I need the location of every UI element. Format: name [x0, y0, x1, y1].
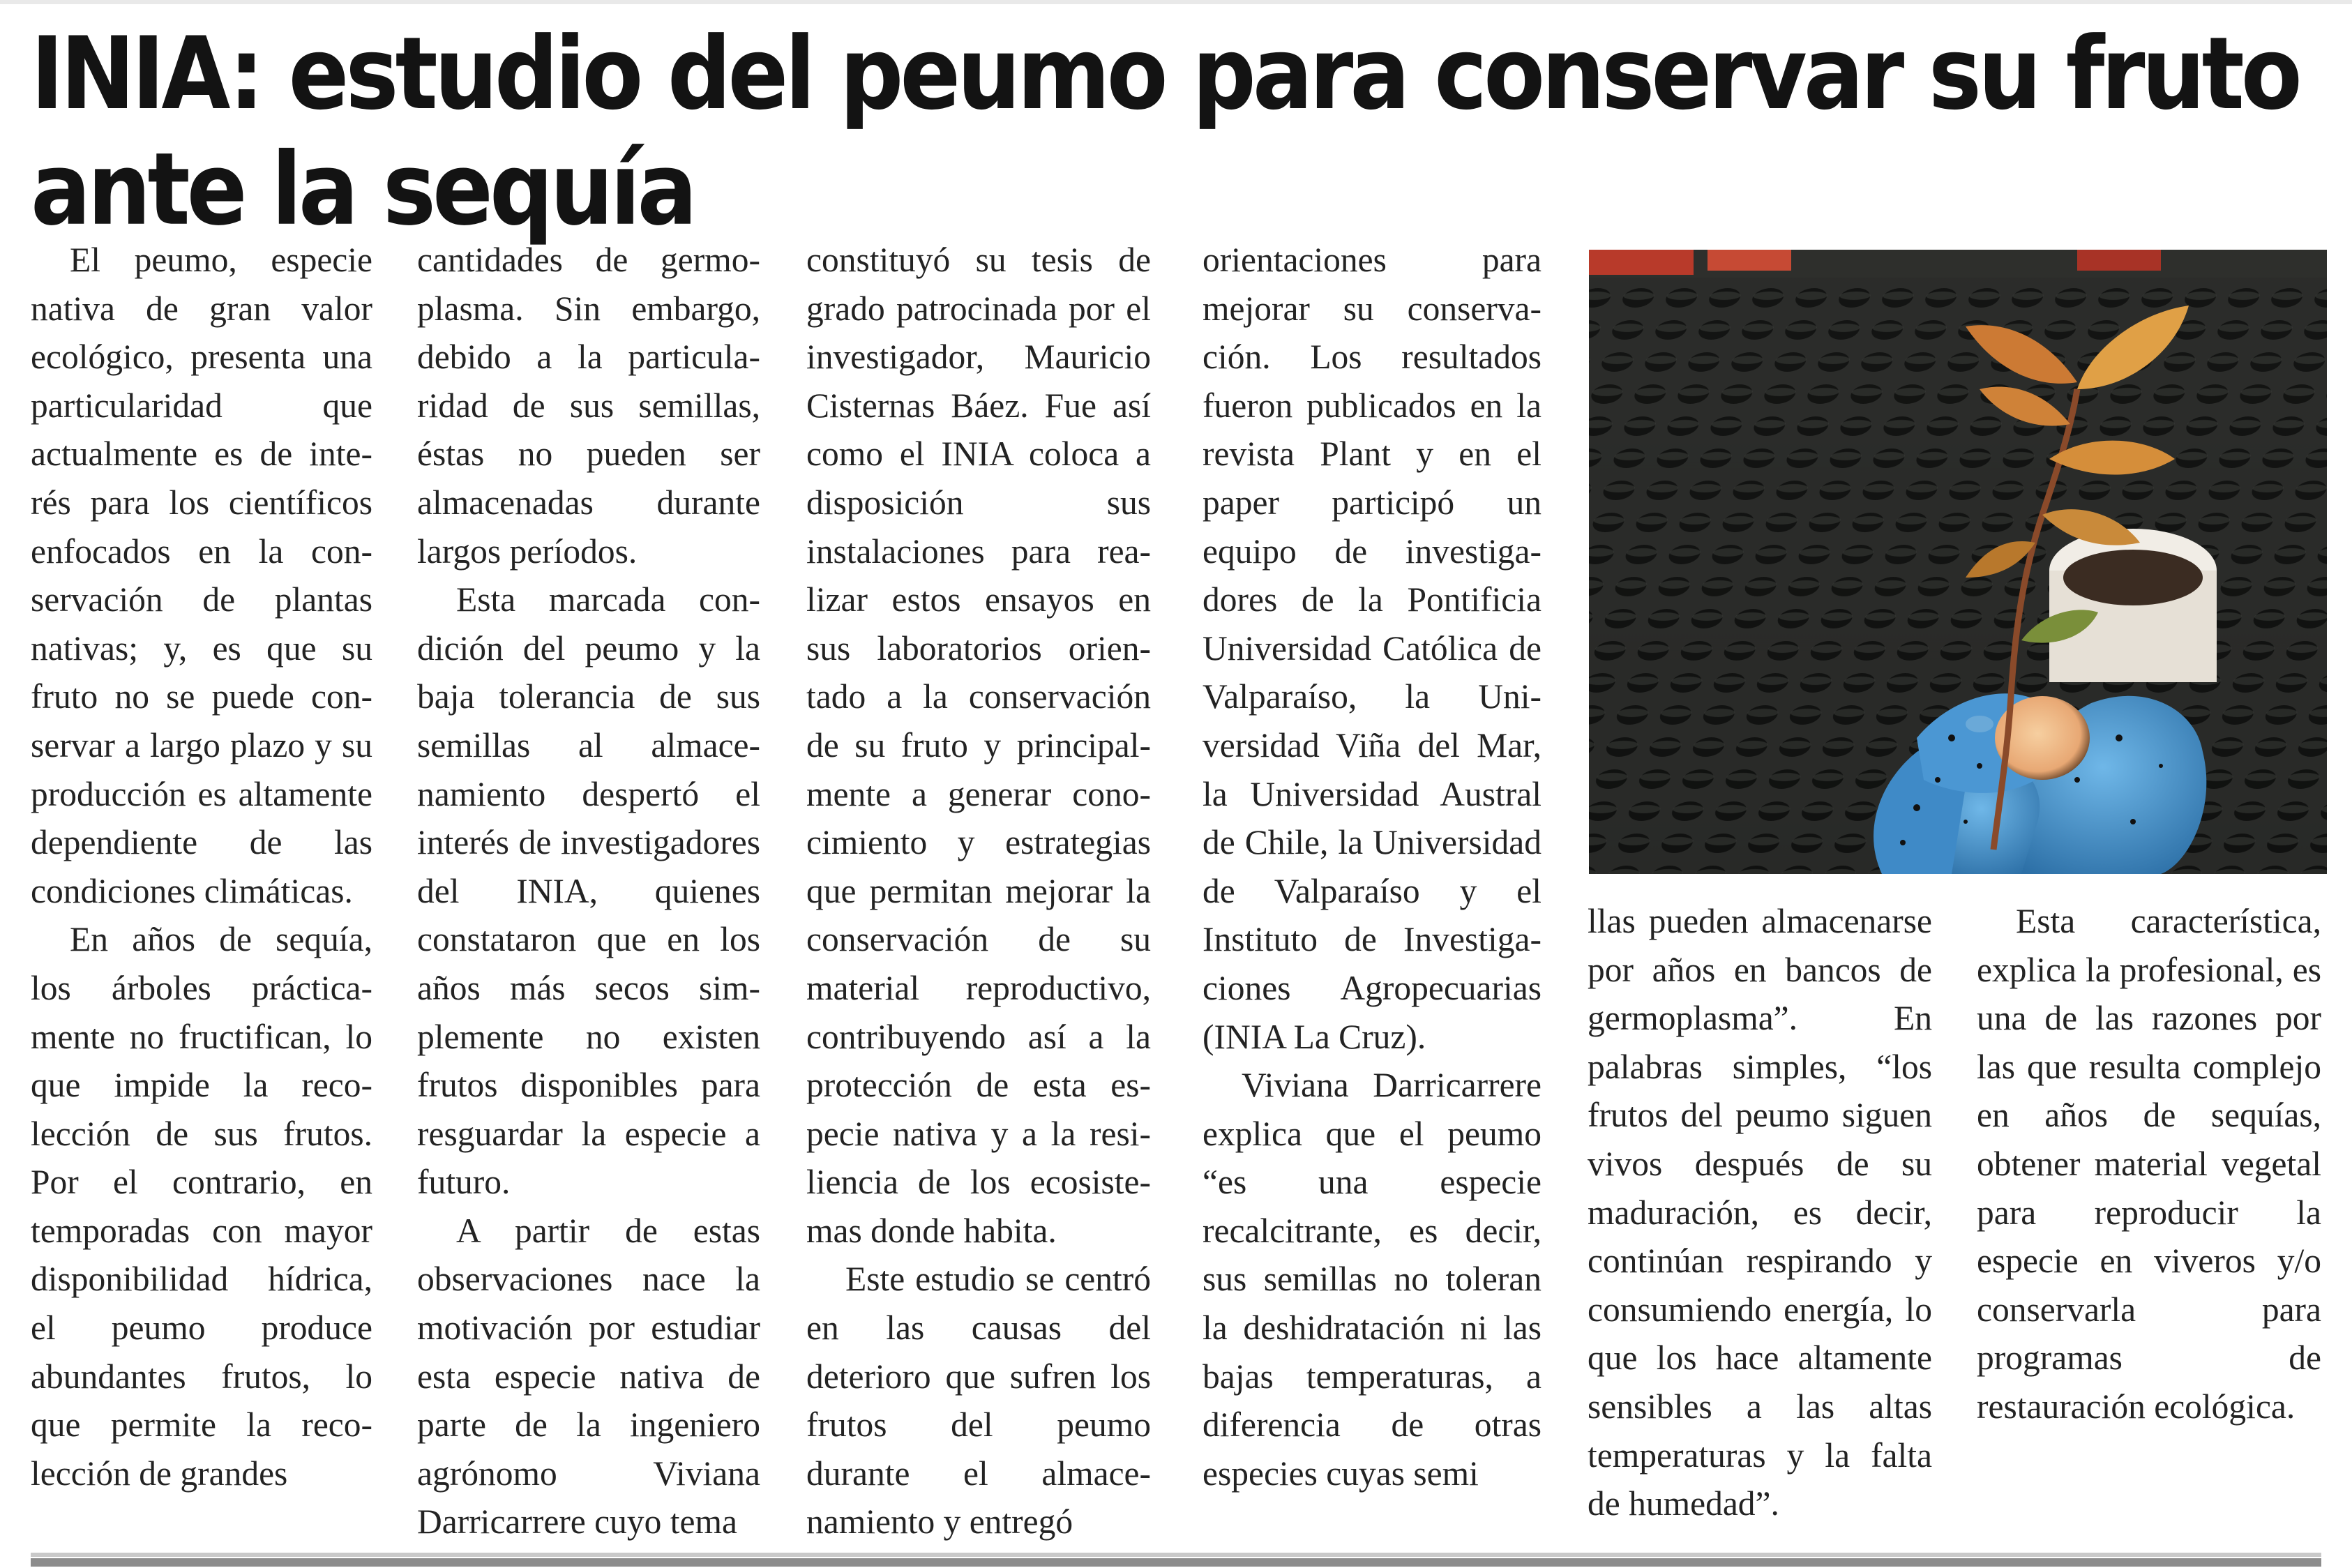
article-headline: INIA: estudio del peumo para conservar su fruto ante la sequía: [31, 15, 2299, 248]
seedling-photo-illustration: [1589, 250, 2327, 874]
paragraph: A partir de estas observaciones nace la motivación por estudiar esta especie nativa de parte de la ingeniero agrónomo Viviana Darricarrere cuyo tema: [417, 1211, 760, 1541]
paragraph: El peumo, especie nativa de gran valor ecológico, presenta una particularidad que actualmente es de interés para los científicos enfocados en la conservación de plantas nativas; y, es que su fruto no se puede conservar a largo plazo y su producción es altamente dependiente de las condiciones climáticas.: [31, 241, 372, 910]
top-rule: [0, 0, 2352, 4]
bottom-rule-light: [31, 1553, 2321, 1557]
article-column-1: [31, 236, 372, 1498]
paragraph: orientaciones para mejorar su conservación. Los resultados fueron publicados en la revista Plant y en el paper participó un equipo de investigadores de la Pontificia Universidad Católica de Valparaíso, la Universidad Viña del Mar, la Universidad Austral de Chile, la Universidad de Valparaíso y el Instituto de Investigaciones Agropecuarias (INIA La Cruz).: [1203, 241, 1541, 1056]
paragraph: Esta marcada condición del peumo y la baja tolerancia de sus semillas al almacenamiento despertó el interés de investigadores del INIA, quienes constataron que en los años más secos simplemente no existen frutos disponibles para resguardar la especie a futuro.: [417, 580, 760, 1202]
article-column-4: [1203, 236, 1541, 1498]
article-column-3: [806, 236, 1151, 1546]
paragraph: En años de sequía, los árboles prácticamente no fructifican, lo que impide la recolección de sus frutos. Por el contrario, en temporadas con mayor disponibilidad hídrica, el peumo produce abundantes frutos, lo que permite la recolección de grandes: [31, 920, 372, 1493]
article-column-5: [1588, 897, 1932, 1528]
paragraph: cantidades de germoplasma. Sin embargo, debido a la particularidad de sus semillas, éstas no pueden ser almacenadas durante largos períodos.: [417, 241, 760, 571]
article-column-6: [1977, 897, 2321, 1431]
paragraph: llas pueden almacenarse por años en bancos de germoplasma”. En palabras simples, “los frutos del peumo siguen vivos después de su maduración, es decir, continúan respirando y consumiendo energía, lo que los hace altamente sensibles a las altas temperaturas y la falta de humedad”.: [1588, 902, 1932, 1523]
seedling-photo: [1589, 250, 2327, 874]
article-column-2: [417, 236, 760, 1546]
bottom-rule: [31, 1558, 2321, 1567]
paragraph: Viviana Darricarrere explica que el peumo “es una especie recalcitrante, es decir, sus semillas no toleran la deshidratación ni las bajas temperaturas, a diferencia de otras especies cuyas semi: [1203, 1066, 1541, 1493]
paragraph: Este estudio se centró en las causas del deterioro que sufren los frutos del peumo durante el almacenamiento y entregó: [806, 1260, 1151, 1541]
paragraph: constituyó su tesis de grado patrocinada por el investigador, Mauricio Cisternas Báez. Fue así como el INIA coloca a disposición sus instalaciones para realizar estos ensayos en sus laboratorios orientado a la conservación de su fruto y principalmente a generar conocimiento y estrategias que permitan mejorar la conservación de su material reproductivo, contribuyendo así a la protección de esta especie nativa y a la resiliencia de los ecosistemas donde habita.: [806, 241, 1151, 1250]
paragraph: Esta característica, explica la profesional, es una de las razones por las que resulta complejo en años de sequías, obtener material vegetal para reproducir la especie en viveros y/o conservarla para programas de restauración ecológica.: [1977, 902, 2321, 1426]
